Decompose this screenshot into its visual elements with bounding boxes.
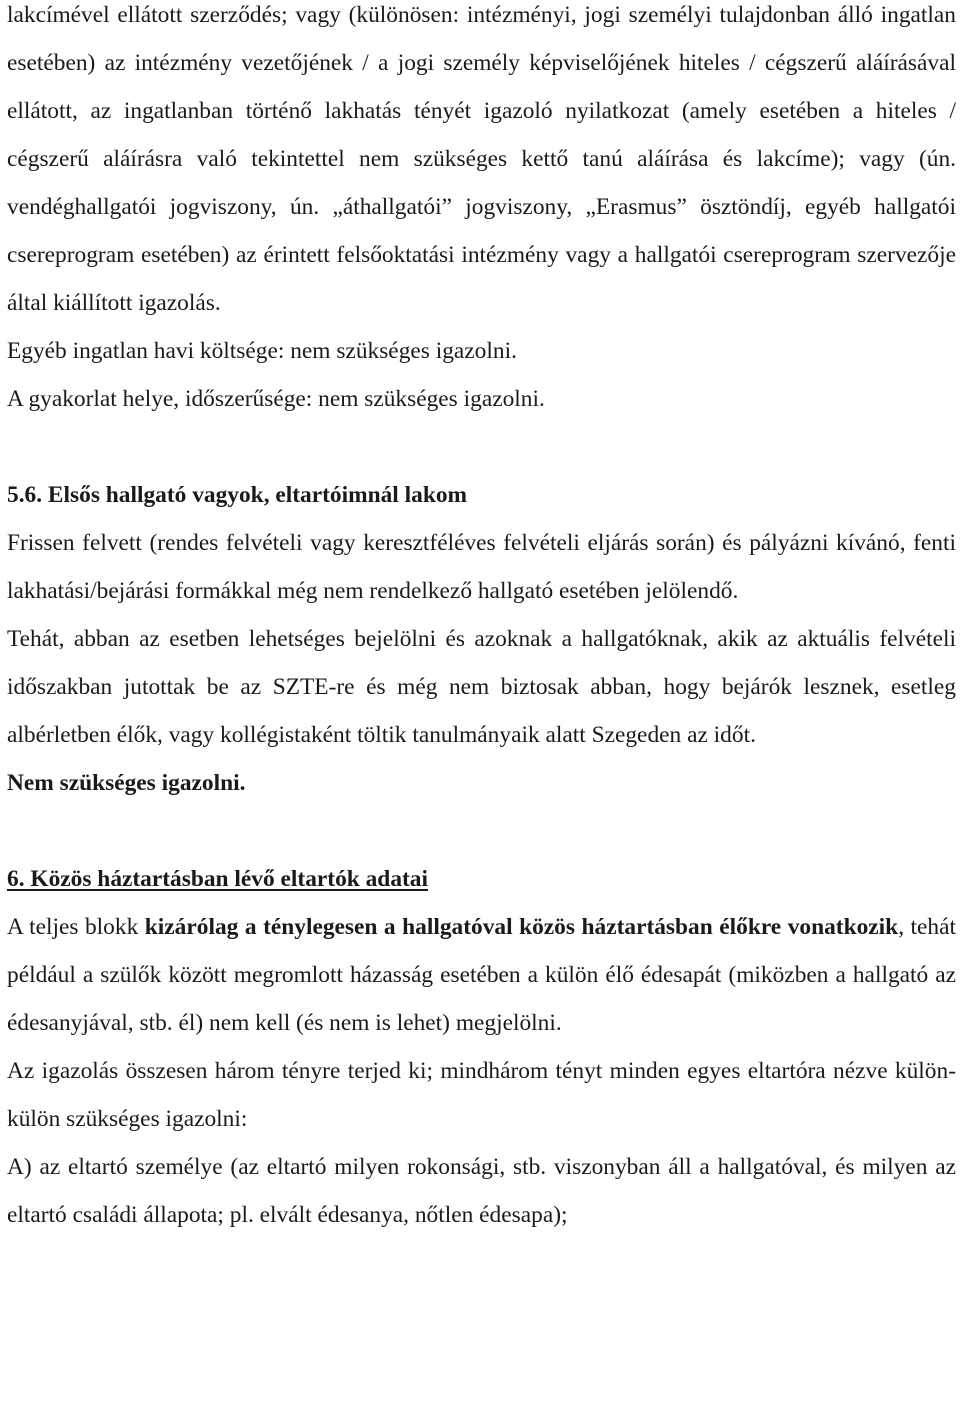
paragraph-first-year-explanation: Tehát, abban az esetben lehetséges bejelölni és azoknak a hallgatóknak, akik az aktuális felvételi időszakban jutottak be az SZTE-re és még nem biztosak abban, hogy bejárók lesznek, esetleg albérletben élők, vagy kollégistaként töltik tanulmányaik alatt Szegeden az időt. bbox=[7, 626, 956, 748]
paragraph-spacer bbox=[7, 423, 956, 471]
section-heading-5-6: 5.6. Elsős hallgató vagyok, eltartóimnál lakom bbox=[7, 482, 468, 508]
paragraph-first-year-student: Frissen felvett (rendes felvételi vagy keresztféléves felvételi eljárás során) és pályázni kívánó, fenti lakhatási/bejárási formákkal még nem rendelkező hallgató esetében jelölendő. bbox=[7, 530, 956, 604]
paragraph-proof-facts: Az igazolás összesen három tényre terjed ki; mindhárom tényt minden egyes eltartóra nézve külön-külön szükséges igazolni: bbox=[7, 1058, 956, 1132]
paragraph-housing-proof: lakcímével ellátott szerződés; vagy (különösen: intézményi, jogi személyi tulajdonban álló ingatlan esetében) az intézmény vezetőjének / a jogi személy képviselőjének hiteles / cégszerű aláírásával ellátott, az ingatlanban történő lakhatás tényét igazoló nyilatkozat (amely esetében a hiteles / cégszerű aláírásra való tekintettel nem szükséges kettő tanú aláírása és lakcíme); vagy (ún. vendéghallgatói jogviszony, ún. „áthallgatói” jogviszony, „Erasmus” ösztöndíj, egyéb hallgatói csereprogram esetében) az érintett felsőoktatási intézmény vagy a hallgatói csereprogram szervezője által kiállított igazolás. bbox=[7, 2, 956, 316]
document-page bbox=[7, 0, 956, 1239]
household-block-rest: , tehát például a szülők között megromlott házasság esetében a külön élő édesapát (miközben a hallgató az édesanyjával, stb. él) nem kell (és nem is lehet) megjelölni. bbox=[7, 914, 957, 1036]
paragraph-fact-a: A) az eltartó személye (az eltartó milyen rokonsági, stb. viszonyban áll a hallgatóval, és milyen az eltartó családi állapota; pl. elvált édesanya, nőtlen édesapa); bbox=[7, 1154, 956, 1228]
no-proof-required-note: Nem szükséges igazolni. bbox=[7, 770, 246, 796]
paragraph-internship-location: A gyakorlat helye, időszerűsége: nem szükséges igazolni. bbox=[7, 386, 545, 412]
section-heading-6: 6. Közös háztartásban lévő eltartók adatai bbox=[7, 866, 428, 892]
paragraph-spacer bbox=[7, 807, 956, 855]
paragraph-household-block bbox=[7, 903, 956, 1047]
paragraph-other-property-cost: Egyéb ingatlan havi költsége: nem szükséges igazolni. bbox=[7, 338, 517, 364]
household-block-emphasis: kizárólag a ténylegesen a hallgatóval közös háztartásban élőkre vonatkozik bbox=[144, 914, 899, 940]
household-block-intro: A teljes blokk bbox=[7, 914, 145, 940]
